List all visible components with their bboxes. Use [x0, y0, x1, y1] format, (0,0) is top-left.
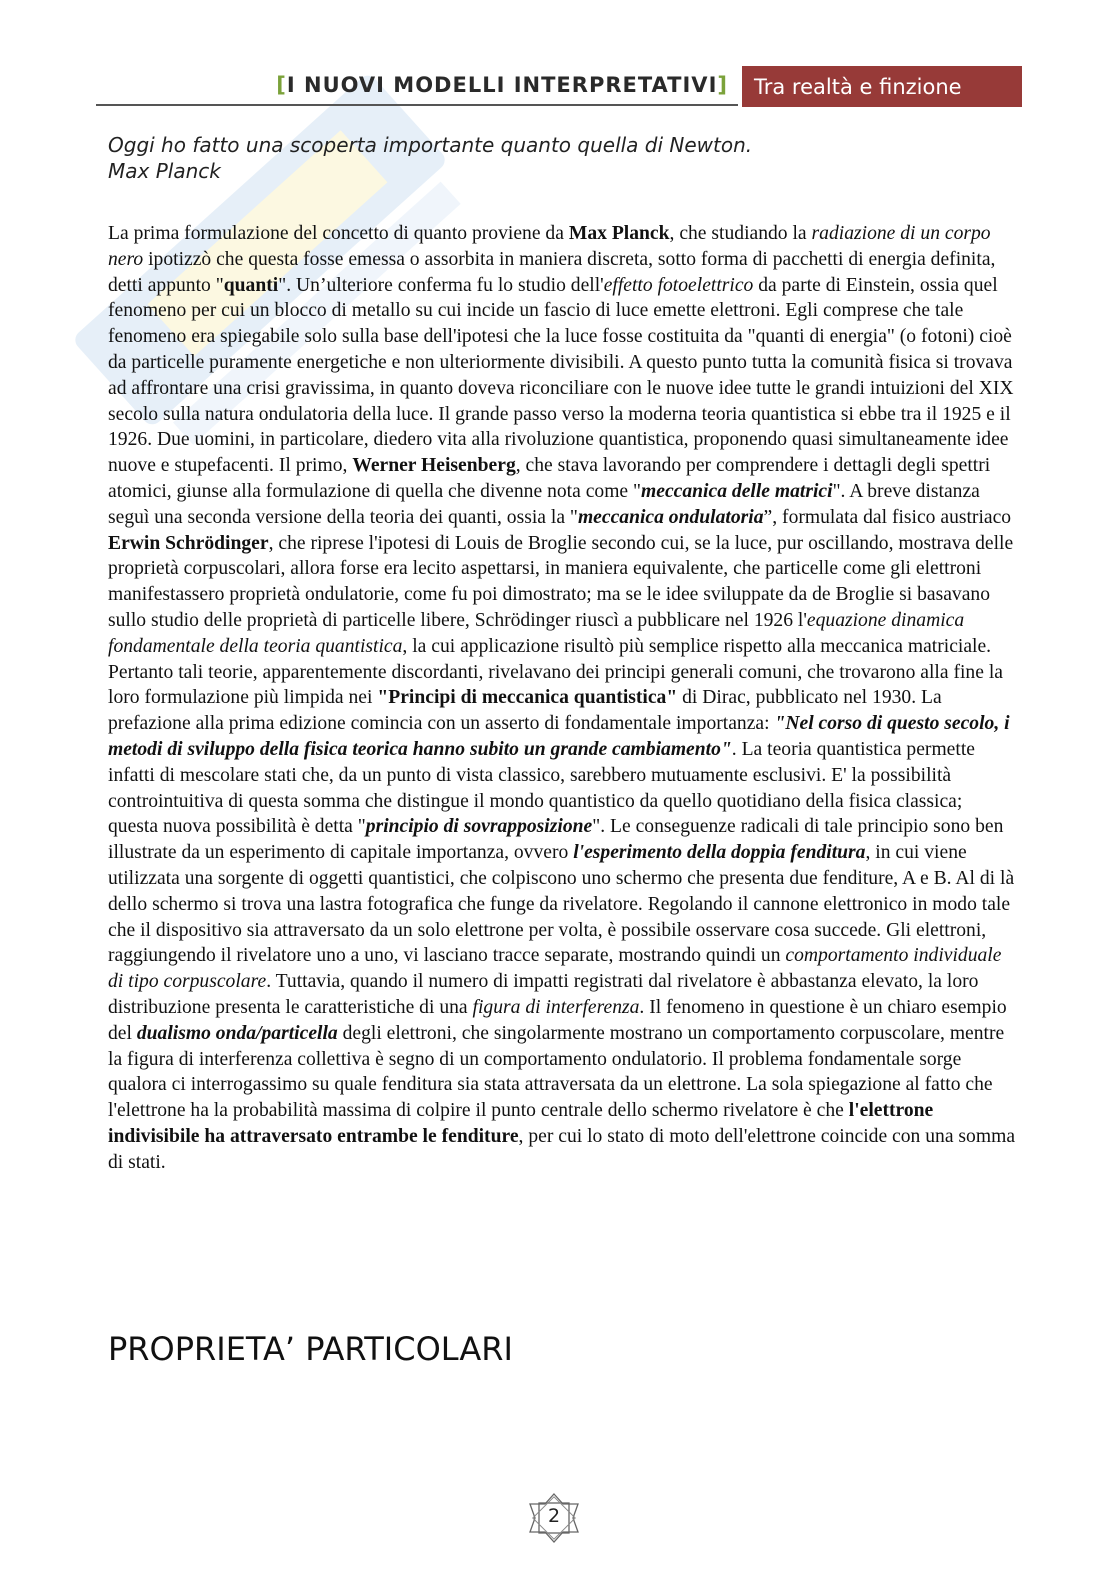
- text-run: di Dirac, pubblicato nel 1930. La prefazione alla prima edizione comincia con un asserto di fondamentale importanza:: [108, 687, 942, 735]
- body-paragraph: [108, 221, 1016, 1175]
- emphasis-run: quanti: [223, 274, 279, 296]
- emphasis-run: "Principi di meccanica quantistica": [377, 687, 678, 709]
- emphasis-run: dualismo onda/particella: [136, 1022, 338, 1044]
- text-run: , la cui applicazione risultò più semplice rispetto alla meccanica matriciale. Pertanto tali teorie, apparentemente discordanti, rivelavano dei principi generali comuni, che trovarono alla fine la loro formulazione più limpida nei: [108, 635, 1003, 709]
- text-run: , per cui lo stato di moto dell'elettrone coincide con una somma di stati.: [108, 1125, 1016, 1173]
- section-tag: Tra realtà e finzione: [742, 66, 1022, 107]
- text-run: . Tuttavia, quando il numero di impatti registrati dal rivelatore è abbastanza elevato, la loro distribuzione presenta le caratteristiche di una: [108, 971, 979, 1018]
- text-run: La prima formulazione del concetto di quanto proviene da: [108, 223, 569, 244]
- text-run: ". A breve distanza seguì una seconda versione della teoria dei quanti, ossia la ": [108, 480, 980, 528]
- page-number: 2: [547, 1505, 561, 1527]
- epigraph: [108, 132, 1008, 184]
- emphasis-run: Erwin Schrödinger: [108, 532, 269, 554]
- text-run: , che studiando la: [669, 223, 812, 244]
- emphasis-run: meccanica delle matrici: [641, 480, 833, 502]
- emphasis-run: Max Planck: [568, 223, 670, 244]
- emphasis-run: principio di sovrapposizione: [365, 816, 593, 838]
- text-run: . Il fenomeno in questione è un chiaro esempio del: [108, 996, 1007, 1044]
- text-run: ". Un’ulteriore conferma fu lo studio dell': [278, 274, 604, 296]
- emphasis-run: radiazione di un corpo nero: [108, 223, 991, 270]
- emphasis-run: effetto fotoelettrico: [603, 274, 754, 296]
- page-header: [96, 66, 1028, 107]
- epigraph-author: Max Planck: [108, 159, 221, 183]
- bracket-open: [: [276, 73, 287, 97]
- page-number-badge: [525, 1492, 583, 1544]
- text-run: degli elettroni, che singolarmente mostrano un comportamento corpuscolare, mentre la figura di interferenza collettiva è segno di un comportamento ondulatorio. Il problema fondamentale sorge qualora ci interrogassimo su quale fenditura sia stata attraversata da un elettrone. La sola spiegazione al fatto che l'elettrone ha la probabilità massima di colpire il punto centrale dello schermo rivelatore è che: [108, 1022, 1005, 1122]
- epigraph-text: Oggi ho fatto una scoperta importante quanto quella di Newton.: [108, 133, 753, 157]
- section-heading: PROPRIETA’ PARTICOLARI: [108, 1330, 513, 1368]
- text-run: ". Le conseguenze radicali di tale principio sono ben illustrate da un esperimento di capitale importanza, ovvero: [108, 816, 1004, 864]
- text-run: ”, formulata dal fisico austriaco: [763, 506, 1012, 528]
- bracket-close: ]: [717, 73, 728, 97]
- text-run: , che stava lavorando per comprendere i dettagli degli spettri atomici, giunse alla formulazione di quella che divenne nota come ": [108, 455, 991, 502]
- emphasis-run: equazione dinamica fondamentale della teoria quantistica: [108, 609, 965, 657]
- text-run: . La teoria quantistica permette infatti di mescolare stati che, da un punto di vista classico, sarebbero mutuamente esclusivi. E' la possibilità controintuitiva di questa somma che distingue il mondo quantistico da quello quotidiano della fisica classica; questa nuova possibilità è detta ": [108, 738, 975, 838]
- text-run: , in cui viene utilizzata una sorgente di oggetti quantistici, che colpiscono uno schermo che presenta due fenditure, A e B. Al di là dello schermo si trova una lastra fotografica che funge da rivelatore. Regolando il cannone elettronico in modo tale che il dispositivo sia attraversato da un solo elettrone per volta, è possibile osservare cosa succede. Gli elettroni, raggiungendo il rivelatore uno a uno, vi lasciano tracce separate, mostrando quindi un: [108, 842, 1015, 967]
- emphasis-run: meccanica ondulatoria: [577, 506, 764, 528]
- emphasis-run: l'elettrone indivisibile ha attraversato entrambe le fenditure: [108, 1100, 934, 1147]
- text-run: da parte di Einstein, ossia quel fenomeno per cui un blocco di metallo su cui incide un fascio di luce emette elettroni. Egli comprese che tale fenomeno era spiegabile solo sulla base dell'ipotesi che la luce fosse costituita da "quanti di energia" (o fotoni) cioè da particelle puramente energetiche e non ulteriormente divisibili. A questo punto tutta la comunità fisica si trovava ad affrontare una crisi gravissima, in quanto doveva riconciliare con le nuove idee tutte le grandi intuizioni del XIX secolo sulla natura ondulatoria della luce. Il grande passo verso la moderna teoria quantistica si ebbe tra il 1925 e il 1926. Due uomini, in particolare, diedero vita alla rivoluzione quantistica, proponendo quasi simultaneamente idee nuove e stupefacenti. Il primo,: [108, 274, 1014, 477]
- emphasis-run: comportamento individuale di tipo corpuscolare: [108, 945, 1002, 993]
- emphasis-run: Werner Heisenberg: [352, 455, 516, 477]
- chapter-title-text: I NUOVI MODELLI INTERPRETATIVI: [286, 73, 718, 97]
- text-run: ipotizzò che questa fosse emessa o assorbita in maniera discreta, sotto forma di pacchetti di energia definita, detti appunto ": [108, 248, 996, 296]
- emphasis-run: figura di interferenza: [472, 996, 640, 1018]
- emphasis-run: "Nel corso di questo secolo, i metodi di sviluppo della fisica teorica hanno subito un grande cambiamento": [108, 713, 1010, 760]
- text-run: , che riprese l'ipotesi di Louis de Broglie secondo cui, se la luce, pur oscillando, mostrava delle proprietà corpuscolari, allora forse era lecito aspettarsi, in maniera equivalente, che particelle come gli elettroni manifestassero proprietà ondulatorie, come fu poi dimostrato; ma se le idee sviluppate da de Broglie si basavano sullo studio delle proprietà di particelle libere, Schrödinger riuscì a pubblicare nel 1926 l': [108, 532, 1014, 631]
- emphasis-run: l'esperimento della doppia fenditura: [573, 842, 866, 864]
- chapter-title: [96, 66, 738, 106]
